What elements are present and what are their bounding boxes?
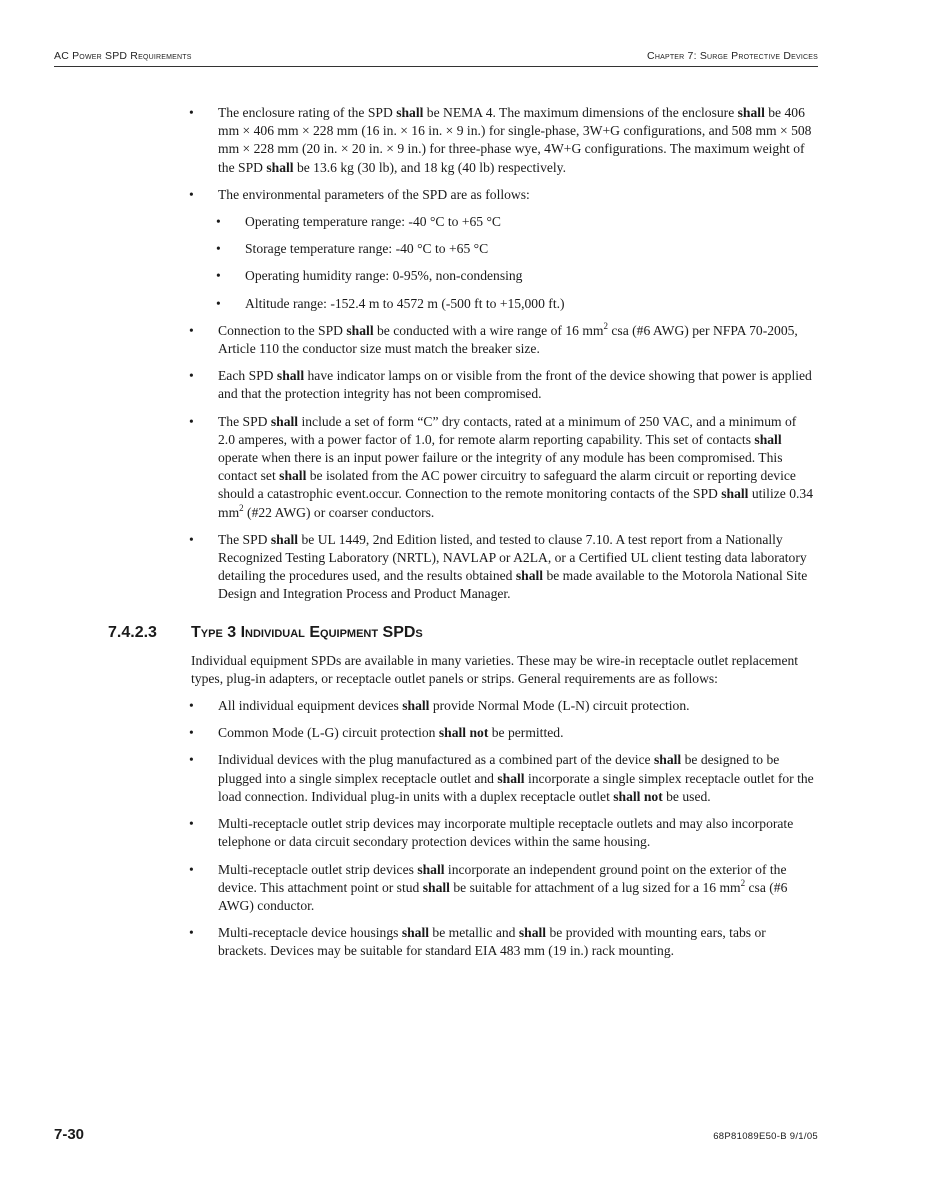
section-title: Type 3 Individual Equipment SPDs xyxy=(191,623,423,641)
bullet-icon: • xyxy=(189,531,194,547)
bullet-icon: • xyxy=(189,368,194,384)
sub-item-altitude: • Altitude range: -152.4 m to 4572 m (-500 ft to +15,000 ft.) xyxy=(245,295,816,313)
bullet-icon: • xyxy=(216,241,221,257)
bullet-icon: • xyxy=(216,268,221,284)
list-item-dry-contacts: • The SPD shall include a set of form “C” dry contacts, rated at a minimum of 250 VAC, and a minimum of 2.0 amperes, with a power factor of 1.0, for remote alarm reporting capability. This set of contacts shall operate when there is an input power failure or the integrity of any module has been compromised. This contact set shall be isolated from the AC power circuitry to safeguard the alarm circuit or reporting device should a catastrophic event.occur. Connection to the remote monitoring contacts of the SPD shall utilize 0.34 $mm^2$ (#22 AWG) or coarser conductors. xyxy=(189,413,813,520)
bullet-icon: • xyxy=(189,816,194,832)
list-item-connection: • Connection to the SPD shall be conducted with a wire range of 16 $mm^2$ csa (#6 AWG) per NFPA 70-2005, Article 110 the conductor size must match the breaker size. xyxy=(189,320,798,357)
list-item-common-mode: • Common Mode (L-G) circuit protection shall not be permitted. xyxy=(218,724,816,742)
page-body xyxy=(0,104,926,970)
bullet-icon: • xyxy=(189,105,194,120)
header-rule xyxy=(54,66,818,67)
page-number: 7-30 xyxy=(54,1126,85,1143)
list-item-ground-point: • Multi-receptacle outlet strip devices shall incorporate an independent ground point on the exterior of the device. This attachment point or stud shall be suitable for attachment of a lug sized for a 16 $mm^2$ csa (#6 AWG) conductor. xyxy=(189,861,788,913)
list-item-housings: • Multi-receptacle device housings shall be metallic and shall be provided with mounting ears, tabs or brackets. Devices may be suitable for standard EIA 483 mm (19 in.) rack mounting. xyxy=(189,925,766,959)
bullet-icon: • xyxy=(216,214,221,230)
bullet-icon: • xyxy=(189,698,194,714)
list-item-normal-mode: • All individual equipment devices shall provide Normal Mode (L-N) circuit protection. xyxy=(218,697,816,715)
list-item-environmental: • The environmental parameters of the SPD are as follows: • Operating temperature range: -40 °C to +65 °C • Storage temperature range: -40 °C to +65 °C • Operating humidity range: 0-95%, non-condensing • Altitude range: -152.4 m to 4572 m (-500 ft to +15,000 ft.) xyxy=(218,186,816,313)
section-heading xyxy=(0,624,926,646)
bullet-icon: • xyxy=(189,413,194,429)
bullet-icon: • xyxy=(189,322,194,338)
section-intro: Individual equipment SPDs are available in many varieties. These may be wire-in receptacle outlet replacement types, plug-in adapters, or receptacle outlet panels or strips. General requirements are as follows: xyxy=(191,652,799,686)
list-item-enclosure: • The enclosure rating of the SPD shall be NEMA 4. The maximum dimensions of the enclosure shall be 406 mm × 406 mm × 228 mm (16 in. × 16 in. × 9 in.) for single-phase, 3W+G configurations, and 508 mm × 508 mm × 228 mm (20 in. × 20 in. × 9 in.) for three-phase wye, 4W+G configurations. The maximum weight of the SPD shall be 13.6 kg (30 lb), and 18 kg (40 lb) respectively. xyxy=(189,105,812,175)
bullet-icon: • xyxy=(216,295,221,311)
sub-item-operating-temp: • Operating temperature range: -40 °C to +65 °C xyxy=(245,213,816,231)
document-id: 68P81089E50-B 9/1/05 xyxy=(713,1131,818,1142)
bullet-icon: • xyxy=(189,186,194,202)
requirements-list xyxy=(0,104,926,604)
list-item-indicator-lamps: • Each SPD shall have indicator lamps on or visible from the front of the device showing that power is applied and that the protection integrity has not been compromised. xyxy=(189,368,812,402)
bullet-icon: • xyxy=(189,925,194,941)
running-header xyxy=(54,50,818,64)
header-left-title: AC Power SPD Requirements xyxy=(54,50,192,62)
type3-requirements-list xyxy=(0,697,926,960)
section-number: 7.4.2.3 xyxy=(108,623,157,641)
environmental-sublist xyxy=(0,213,816,313)
sub-item-storage-temp: • Storage temperature range: -40 °C to +65 °C xyxy=(245,240,816,258)
list-item-ul-listing: • The SPD shall be UL 1449, 2nd Edition listed, and tested to clause 7.10. A test report from a Nationally Recognized Testing Laboratory (NRTL), NAVLAP or A2LA, or a Certified UL client testing data laboratory detailing the procedures used, and the results obtained shall be made available to the Motorola National Site Design and Integration Process and Product Manager. xyxy=(189,531,808,602)
sub-item-humidity: • Operating humidity range: 0-95%, non-condensing xyxy=(245,267,816,285)
list-item-plug-devices: • Individual devices with the plug manufactured as a combined part of the device shall be designed to be plugged into a single simplex receptacle outlet and shall incorporate a single simplex receptacle outlet for the load connection. Individual plug-in units with a duplex receptacle outlet shall not be used. xyxy=(189,752,814,804)
bullet-icon: • xyxy=(189,725,194,741)
bullet-icon: • xyxy=(189,861,194,877)
bullet-icon: • xyxy=(189,752,194,768)
list-item-multi-receptacle: • Multi-receptacle outlet strip devices may incorporate multiple receptacle outlets and may also incorporate telephone or data circuit secondary protection devices within the same housing. xyxy=(189,816,794,850)
header-chapter-title: Chapter 7: Surge Protective Devices xyxy=(647,50,818,62)
